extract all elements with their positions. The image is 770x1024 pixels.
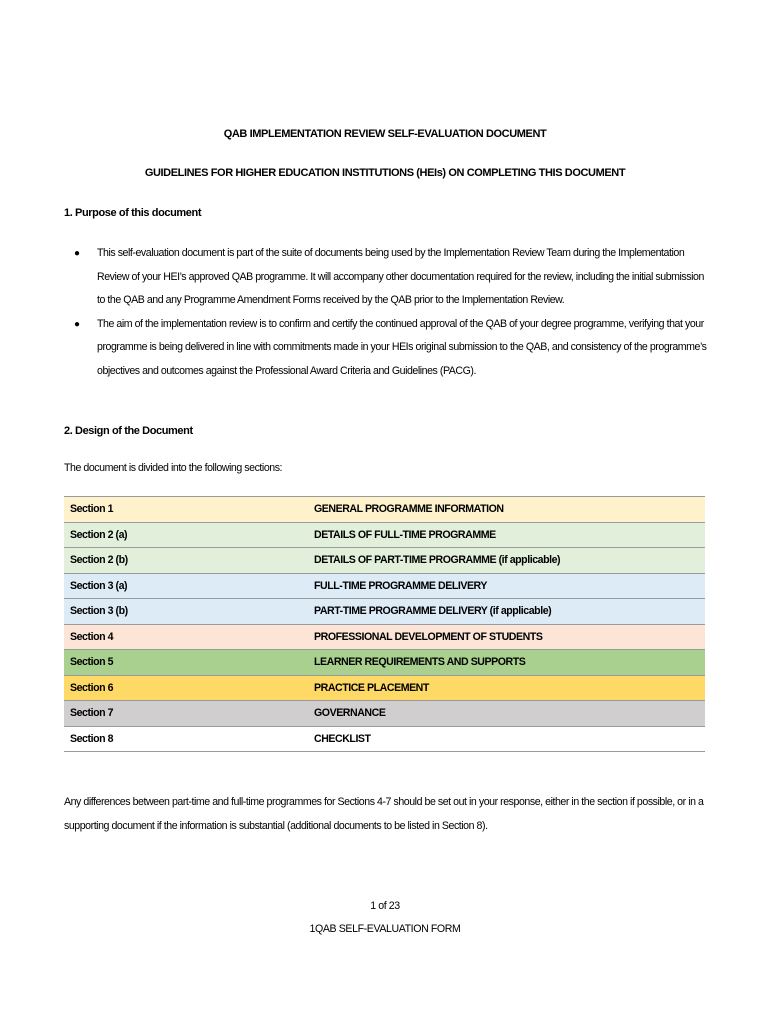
section-title: CHECKLIST [308, 726, 705, 752]
bullet-icon: ● [74, 248, 80, 259]
footer-form-name: 1QAB SELF-EVALUATION FORM [309, 923, 461, 935]
section-title: PART-TIME PROGRAMME DELIVERY (if applicable) [308, 599, 705, 625]
section-number: Section 8 [64, 726, 308, 752]
section-number: Section 2 (b) [64, 548, 308, 574]
section-row [64, 573, 705, 599]
design-intro: The document is divided into the following sections: [64, 462, 283, 474]
section-row [64, 497, 705, 523]
section-row [64, 624, 705, 650]
bullet-icon: ● [74, 318, 80, 330]
purpose-bullet [64, 313, 712, 384]
section-number: Section 4 [64, 624, 308, 650]
section-row [64, 522, 705, 548]
design-note: Any differences between part-time and full-time programmes for Sections 4-7 should be set out in your response, either in the section if possible, or in a supporting document if the information is substantial (additional documents to be listed in Section 8). [64, 796, 704, 832]
section-row [64, 675, 705, 701]
section-row [64, 548, 705, 574]
section-title: LEARNER REQUIREMENTS AND SUPPORTS [308, 650, 705, 676]
purpose-bullet [64, 242, 712, 313]
section-title: GENERAL PROGRAMME INFORMATION [308, 497, 705, 523]
section-number: Section 2 (a) [64, 522, 308, 548]
section-row [64, 599, 705, 625]
sections-table [64, 496, 705, 752]
section-row [64, 701, 705, 727]
section-number: Section 3 (a) [64, 573, 308, 599]
section-title: FULL-TIME PROGRAMME DELIVERY [308, 573, 705, 599]
section-number: Section 6 [64, 675, 308, 701]
page-number: 1 of 23 [370, 900, 400, 912]
section-number: Section 1 [64, 497, 308, 523]
section-row [64, 726, 705, 752]
design-heading: 2. Design of the Document [64, 425, 193, 437]
document-title: QAB IMPLEMENTATION REVIEW SELF-EVALUATION DOCUMENT [223, 128, 547, 140]
section-number: Section 3 (b) [64, 599, 308, 625]
purpose-bullet-list [64, 242, 712, 383]
section-title: PRACTICE PLACEMENT [308, 675, 705, 701]
section-number: Section 7 [64, 701, 308, 727]
section-number: Section 5 [64, 650, 308, 676]
section-title: GOVERNANCE [308, 701, 705, 727]
document-subtitle: GUIDELINES FOR HIGHER EDUCATION INSTITUTIONS (HEIs) ON COMPLETING THIS DOCUMENT [144, 167, 626, 179]
section-row [64, 650, 705, 676]
section-title: DETAILS OF FULL-TIME PROGRAMME [308, 522, 705, 548]
purpose-bullet-text: The aim of the implementation review is to confirm and certify the continued approval of the QAB of your degree programme, verifying that your programme is being delivered in line with commitments made in your HEIs original submission to the QAB, and consistency of the programme’s objectives and outcomes against the Professional Award Criteria and Guidelines (PACG). [97, 317, 707, 377]
purpose-bullet-text: This self-evaluation document is part of the suite of documents being used by the Implementation Review Team during the Implementation Review of your HEI’s approved QAB programme. It will accompany other documentation required for the review, including the initial submission to the QAB and any Programme Amendment Forms received by the QAB prior to the Implementation Review. [97, 247, 704, 306]
section-title: PROFESSIONAL DEVELOPMENT OF STUDENTS [308, 624, 705, 650]
purpose-heading: 1. Purpose of this document [64, 207, 202, 219]
section-title: DETAILS OF PART-TIME PROGRAMME (if applicable) [308, 548, 705, 574]
